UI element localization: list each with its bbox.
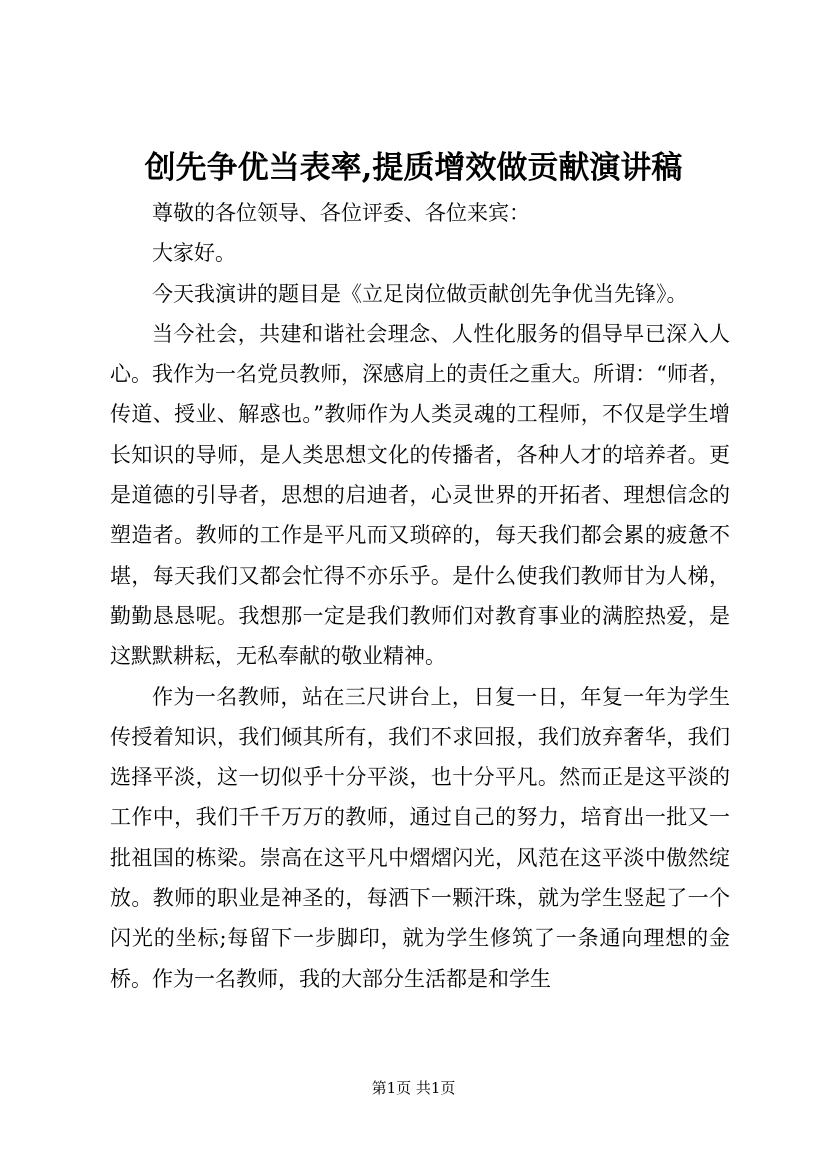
paragraph-body-1: 当今社会，共建和谐社会理念、人性化服务的倡导早已深入人心。我作为一名党员教师，深感肩上的责任之重大。所谓：“师者，传道、授业、解惑也。”教师作为人类灵魂的工程师，不仅是学生增长知识的导师，是人类思想文化的传播者，各种人才的培养者。更是道德的引导者，思想的启迪者，心灵世界的开拓者、理想信念的塑造者。教师的工作是平凡而又琐碎的，每天我们都会累的疲惫不堪，每天我们又都会忙得不亦乐乎。是什么使我们教师甘为人梯，勤勤恳恳呢。我想那一定是我们教师们对教育事业的满腔热爱，是这默默耕耘，无私奉献的敬业精神。 xyxy=(110,321,730,669)
paragraph-body-2: 作为一名教师，站在三尺讲台上，日复一日，年复一年为学生传授着知识，我们倾其所有，我们不求回报，我们放弃奢华，我们选择平淡，这一切似乎十分平淡，也十分平凡。然而正是这平淡的工作中，我们千千万万的教师，通过自己的努力，培育出一批又一批祖国的栋梁。崇高在这平凡中熠熠闪光，风范在这平淡中傲然绽放。教师的职业是神圣的，每洒下一颗汗珠，就为学生竖起了一个闪光的坐标;每留下一步脚印，就为学生修筑了一条通向理想的金桥。作为一名教师，我的大部分生活都是和学生 xyxy=(110,684,730,991)
document-body xyxy=(110,193,730,999)
paragraph-greeting: 大家好。 xyxy=(152,241,236,266)
paragraph-salutation: 尊敬的各位领导、各位评委、各位来宾： xyxy=(152,201,530,225)
page-footer: 第1页 共1页 xyxy=(371,1079,456,1097)
document-title: 创先争优当表率,提质增效做贡献演讲稿 xyxy=(144,150,683,186)
paragraph-topic: 今天我演讲的题目是《立足岗位做贡献创先争优当先锋》。 xyxy=(152,281,688,306)
